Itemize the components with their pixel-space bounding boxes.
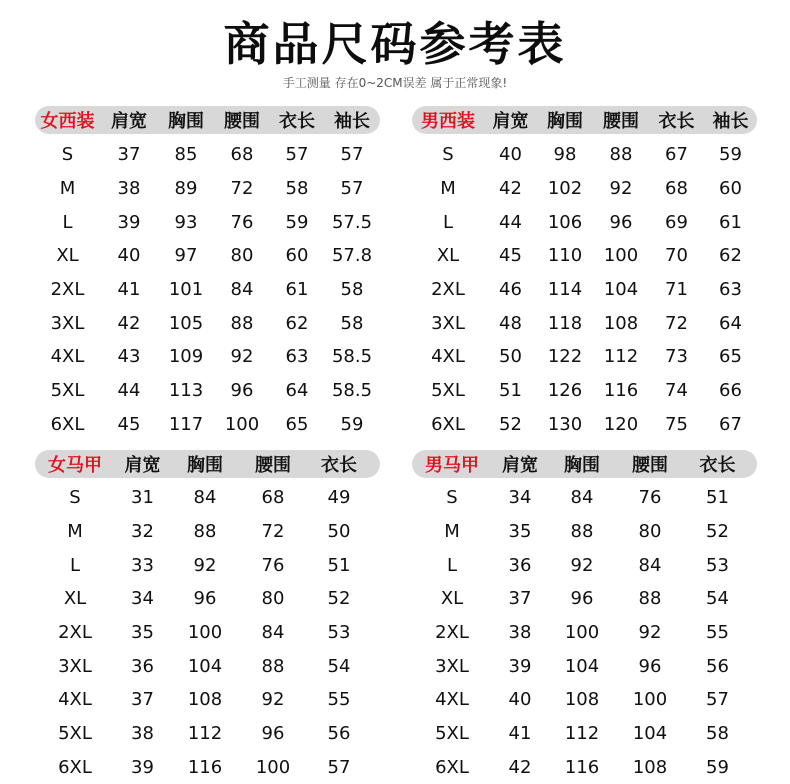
table-cell: 85 <box>158 144 214 165</box>
column-header: 衣长 <box>649 107 704 133</box>
column-header: 腰围 <box>616 451 684 477</box>
table-cell: 84 <box>616 555 684 576</box>
table-men-vest <box>412 450 757 478</box>
table-header <box>35 450 380 478</box>
size-cell: L <box>35 555 115 576</box>
table-cell: 57 <box>270 144 324 165</box>
table-cell: 54 <box>684 588 751 609</box>
size-cell: 6XL <box>35 414 100 435</box>
table-cell: 57 <box>306 757 372 778</box>
table-row <box>412 683 751 717</box>
table-row <box>412 717 751 751</box>
table-cell: 92 <box>240 689 306 710</box>
table-cell: 38 <box>492 622 548 643</box>
table-cell: 49 <box>306 487 372 508</box>
table-cell: 108 <box>593 313 649 334</box>
column-header: 腰围 <box>240 451 306 477</box>
table-cell: 51 <box>306 555 372 576</box>
table-cell: 76 <box>240 555 306 576</box>
table-cell: 120 <box>593 414 649 435</box>
size-cell: M <box>412 178 484 199</box>
table-cell: 44 <box>484 212 537 233</box>
table-cell: 72 <box>214 178 270 199</box>
table-cell: 60 <box>704 178 757 199</box>
table-row <box>35 751 372 784</box>
table-cell: 40 <box>100 245 158 266</box>
table-cell: 92 <box>548 555 616 576</box>
table-cell: 96 <box>593 212 649 233</box>
table-cell: 84 <box>240 622 306 643</box>
table-row <box>412 548 751 582</box>
table-cell: 43 <box>100 346 158 367</box>
table-row <box>35 582 372 616</box>
table-cell: 59 <box>324 414 380 435</box>
table-cell: 84 <box>548 487 616 508</box>
table-cell: 68 <box>649 178 704 199</box>
table-cell: 37 <box>492 588 548 609</box>
table-cell: 80 <box>214 245 270 266</box>
table-cell: 58 <box>270 178 324 199</box>
table-row <box>35 408 380 442</box>
size-cell: 4XL <box>35 346 100 367</box>
table-cell: 54 <box>306 656 372 677</box>
table-row <box>412 273 757 307</box>
table-cell: 61 <box>704 212 757 233</box>
size-cell: XL <box>35 245 100 266</box>
table-cell: 109 <box>158 346 214 367</box>
size-cell: 5XL <box>35 723 115 744</box>
table-cell: 67 <box>649 144 704 165</box>
table-cell: 58 <box>324 279 380 300</box>
table-cell: 96 <box>548 588 616 609</box>
table-row <box>35 306 380 340</box>
table-cell: 96 <box>616 656 684 677</box>
table-cell: 36 <box>115 656 170 677</box>
table-cell: 74 <box>649 380 704 401</box>
column-header: 衣长 <box>306 451 372 477</box>
table-men-suit <box>412 106 757 134</box>
table-row <box>35 340 380 374</box>
table-header <box>35 106 380 134</box>
size-cell: 4XL <box>35 689 115 710</box>
table-cell: 108 <box>616 757 684 778</box>
column-header: 肩宽 <box>115 451 170 477</box>
table-cell: 92 <box>170 555 240 576</box>
table-cell: 75 <box>649 414 704 435</box>
table-cell: 52 <box>306 588 372 609</box>
table-row <box>35 616 372 650</box>
table-cell: 66 <box>704 380 757 401</box>
table-cell: 63 <box>270 346 324 367</box>
size-cell: 5XL <box>35 380 100 401</box>
size-cell: M <box>412 521 492 542</box>
table-cell: 57 <box>324 144 380 165</box>
table-cell: 64 <box>270 380 324 401</box>
size-cell: 2XL <box>35 622 115 643</box>
table-cell: 53 <box>684 555 751 576</box>
table-cell: 56 <box>306 723 372 744</box>
table-cell: 100 <box>170 622 240 643</box>
table-cell: 105 <box>158 313 214 334</box>
table-cell: 39 <box>115 757 170 778</box>
table-cell: 104 <box>170 656 240 677</box>
table-cell: 84 <box>214 279 270 300</box>
table-cell: 117 <box>158 414 214 435</box>
size-cell: XL <box>412 588 492 609</box>
table-cell: 65 <box>270 414 324 435</box>
table-cell: 42 <box>100 313 158 334</box>
table-cell: 76 <box>616 487 684 508</box>
column-header: 肩宽 <box>492 451 548 477</box>
table-row <box>35 515 372 549</box>
column-header: 衣长 <box>270 107 324 133</box>
category-label: 女西装 <box>35 107 100 133</box>
table-cell: 88 <box>548 521 616 542</box>
size-cell: M <box>35 178 100 199</box>
table-cell: 98 <box>537 144 593 165</box>
column-header: 胸围 <box>537 107 593 133</box>
table-row <box>412 751 751 784</box>
table-row <box>35 172 380 206</box>
column-header: 腰围 <box>214 107 270 133</box>
table-cell: 39 <box>492 656 548 677</box>
table-cell: 102 <box>537 178 593 199</box>
table-cell: 57 <box>684 689 751 710</box>
table-cell: 35 <box>115 622 170 643</box>
size-cell: XL <box>412 245 484 266</box>
column-header: 胸围 <box>170 451 240 477</box>
table-cell: 59 <box>684 757 751 778</box>
table-cell: 112 <box>170 723 240 744</box>
size-cell: 2XL <box>35 279 100 300</box>
table-cell: 63 <box>704 279 757 300</box>
table-cell: 130 <box>537 414 593 435</box>
table-cell: 112 <box>593 346 649 367</box>
table-row <box>35 481 372 515</box>
table-cell: 64 <box>704 313 757 334</box>
size-cell: 2XL <box>412 279 484 300</box>
table-cell: 122 <box>537 346 593 367</box>
table-cell: 58.5 <box>324 346 380 367</box>
table-cell: 70 <box>649 245 704 266</box>
category-label: 男马甲 <box>412 451 492 477</box>
table-cell: 108 <box>548 689 616 710</box>
table-cell: 106 <box>537 212 593 233</box>
table-cell: 88 <box>214 313 270 334</box>
category-label: 女马甲 <box>35 451 115 477</box>
size-cell: 4XL <box>412 346 484 367</box>
table-row <box>35 649 372 683</box>
table-cell: 38 <box>115 723 170 744</box>
table-cell: 58 <box>684 723 751 744</box>
table-cell: 40 <box>492 689 548 710</box>
table-cell: 93 <box>158 212 214 233</box>
table-cell: 96 <box>240 723 306 744</box>
size-cell: 3XL <box>35 656 115 677</box>
table-row <box>412 340 757 374</box>
table-cell: 113 <box>158 380 214 401</box>
table-cell: 116 <box>548 757 616 778</box>
table-cell: 100 <box>214 414 270 435</box>
table-row <box>35 239 380 273</box>
table-cell: 110 <box>537 245 593 266</box>
size-cell: S <box>35 487 115 508</box>
table-cell: 104 <box>593 279 649 300</box>
table-row <box>35 273 380 307</box>
table-cell: 45 <box>100 414 158 435</box>
table-cell: 88 <box>593 144 649 165</box>
table-row <box>412 582 751 616</box>
table-row <box>412 239 757 273</box>
table-cell: 32 <box>115 521 170 542</box>
table-cell: 40 <box>484 144 537 165</box>
size-cell: 5XL <box>412 380 484 401</box>
table-cell: 88 <box>240 656 306 677</box>
table-cell: 104 <box>616 723 684 744</box>
table-women-suit <box>35 106 380 134</box>
table-cell: 41 <box>100 279 158 300</box>
size-cell: 3XL <box>412 313 484 334</box>
table-cell: 72 <box>240 521 306 542</box>
table-cell: 48 <box>484 313 537 334</box>
table-cell: 112 <box>548 723 616 744</box>
table-cell: 116 <box>593 380 649 401</box>
table-cell: 67 <box>704 414 757 435</box>
table-row <box>412 481 751 515</box>
table-cell: 59 <box>704 144 757 165</box>
table-cell: 35 <box>492 521 548 542</box>
category-label: 男西装 <box>412 107 484 133</box>
table-cell: 118 <box>537 313 593 334</box>
table-row <box>412 408 757 442</box>
table-cell: 46 <box>484 279 537 300</box>
column-header: 腰围 <box>593 107 649 133</box>
table-cell: 41 <box>492 723 548 744</box>
table-cell: 58 <box>324 313 380 334</box>
table-cell: 92 <box>593 178 649 199</box>
column-header: 袖长 <box>324 107 380 133</box>
table-cell: 57.8 <box>324 245 380 266</box>
table-row <box>35 683 372 717</box>
table-cell: 44 <box>100 380 158 401</box>
table-cell: 100 <box>240 757 306 778</box>
table-cell: 114 <box>537 279 593 300</box>
table-cell: 72 <box>649 313 704 334</box>
table-cell: 52 <box>484 414 537 435</box>
table-cell: 51 <box>484 380 537 401</box>
column-header: 肩宽 <box>100 107 158 133</box>
column-header: 袖长 <box>704 107 757 133</box>
table-cell: 57.5 <box>324 212 380 233</box>
table-cell: 38 <box>100 178 158 199</box>
table-cell: 56 <box>684 656 751 677</box>
table-cell: 80 <box>240 588 306 609</box>
table-row <box>412 616 751 650</box>
table-cell: 71 <box>649 279 704 300</box>
table-row <box>412 374 757 408</box>
page-subtitle: 手工测量 存在0~2CM误差 属于正常现象! <box>0 74 790 91</box>
size-cell: 5XL <box>412 723 492 744</box>
table-cell: 55 <box>306 689 372 710</box>
size-cell: S <box>35 144 100 165</box>
size-cell: M <box>35 521 115 542</box>
table-women-vest <box>35 450 380 478</box>
table-cell: 39 <box>100 212 158 233</box>
table-cell: 84 <box>170 487 240 508</box>
column-header: 肩宽 <box>484 107 537 133</box>
table-row <box>35 138 380 172</box>
table-cell: 62 <box>270 313 324 334</box>
size-cell: 6XL <box>35 757 115 778</box>
size-cell: XL <box>35 588 115 609</box>
table-cell: 36 <box>492 555 548 576</box>
table-cell: 58.5 <box>324 380 380 401</box>
page-title: 商品尺码参考表 <box>0 8 790 74</box>
size-cell: 2XL <box>412 622 492 643</box>
table-cell: 92 <box>616 622 684 643</box>
table-row <box>412 172 757 206</box>
table-cell: 42 <box>492 757 548 778</box>
table-cell: 92 <box>214 346 270 367</box>
size-cell: 6XL <box>412 414 484 435</box>
table-cell: 89 <box>158 178 214 199</box>
size-cell: L <box>412 555 492 576</box>
table-cell: 68 <box>240 487 306 508</box>
table-row <box>412 306 757 340</box>
table-cell: 100 <box>593 245 649 266</box>
table-cell: 51 <box>684 487 751 508</box>
table-row <box>412 515 751 549</box>
table-cell: 31 <box>115 487 170 508</box>
size-cell: 3XL <box>412 656 492 677</box>
table-cell: 37 <box>115 689 170 710</box>
table-cell: 53 <box>306 622 372 643</box>
table-cell: 76 <box>214 212 270 233</box>
table-cell: 80 <box>616 521 684 542</box>
table-cell: 34 <box>115 588 170 609</box>
table-cell: 73 <box>649 346 704 367</box>
size-cell: L <box>35 212 100 233</box>
table-cell: 42 <box>484 178 537 199</box>
table-cell: 50 <box>306 521 372 542</box>
table-cell: 100 <box>616 689 684 710</box>
table-row <box>412 205 757 239</box>
table-cell: 37 <box>100 144 158 165</box>
table-cell: 100 <box>548 622 616 643</box>
size-cell: S <box>412 487 492 508</box>
table-cell: 65 <box>704 346 757 367</box>
table-cell: 96 <box>170 588 240 609</box>
table-cell: 52 <box>684 521 751 542</box>
table-cell: 50 <box>484 346 537 367</box>
table-cell: 60 <box>270 245 324 266</box>
table-cell: 61 <box>270 279 324 300</box>
table-cell: 34 <box>492 487 548 508</box>
table-row <box>35 374 380 408</box>
table-cell: 88 <box>616 588 684 609</box>
table-cell: 68 <box>214 144 270 165</box>
table-cell: 101 <box>158 279 214 300</box>
table-cell: 97 <box>158 245 214 266</box>
column-header: 胸围 <box>158 107 214 133</box>
size-cell: L <box>412 212 484 233</box>
table-cell: 62 <box>704 245 757 266</box>
size-cell: S <box>412 144 484 165</box>
size-cell: 6XL <box>412 757 492 778</box>
size-cell: 4XL <box>412 689 492 710</box>
table-row <box>35 548 372 582</box>
table-cell: 96 <box>214 380 270 401</box>
table-header <box>412 106 757 134</box>
table-cell: 45 <box>484 245 537 266</box>
table-row <box>412 649 751 683</box>
column-header: 胸围 <box>548 451 616 477</box>
table-cell: 33 <box>115 555 170 576</box>
table-cell: 104 <box>548 656 616 677</box>
table-cell: 55 <box>684 622 751 643</box>
table-row <box>35 717 372 751</box>
table-header <box>412 450 757 478</box>
table-cell: 88 <box>170 521 240 542</box>
table-cell: 69 <box>649 212 704 233</box>
table-row <box>35 205 380 239</box>
table-cell: 116 <box>170 757 240 778</box>
table-cell: 108 <box>170 689 240 710</box>
table-cell: 57 <box>324 178 380 199</box>
table-row <box>412 138 757 172</box>
table-cell: 126 <box>537 380 593 401</box>
size-cell: 3XL <box>35 313 100 334</box>
table-cell: 59 <box>270 212 324 233</box>
column-header: 衣长 <box>684 451 751 477</box>
